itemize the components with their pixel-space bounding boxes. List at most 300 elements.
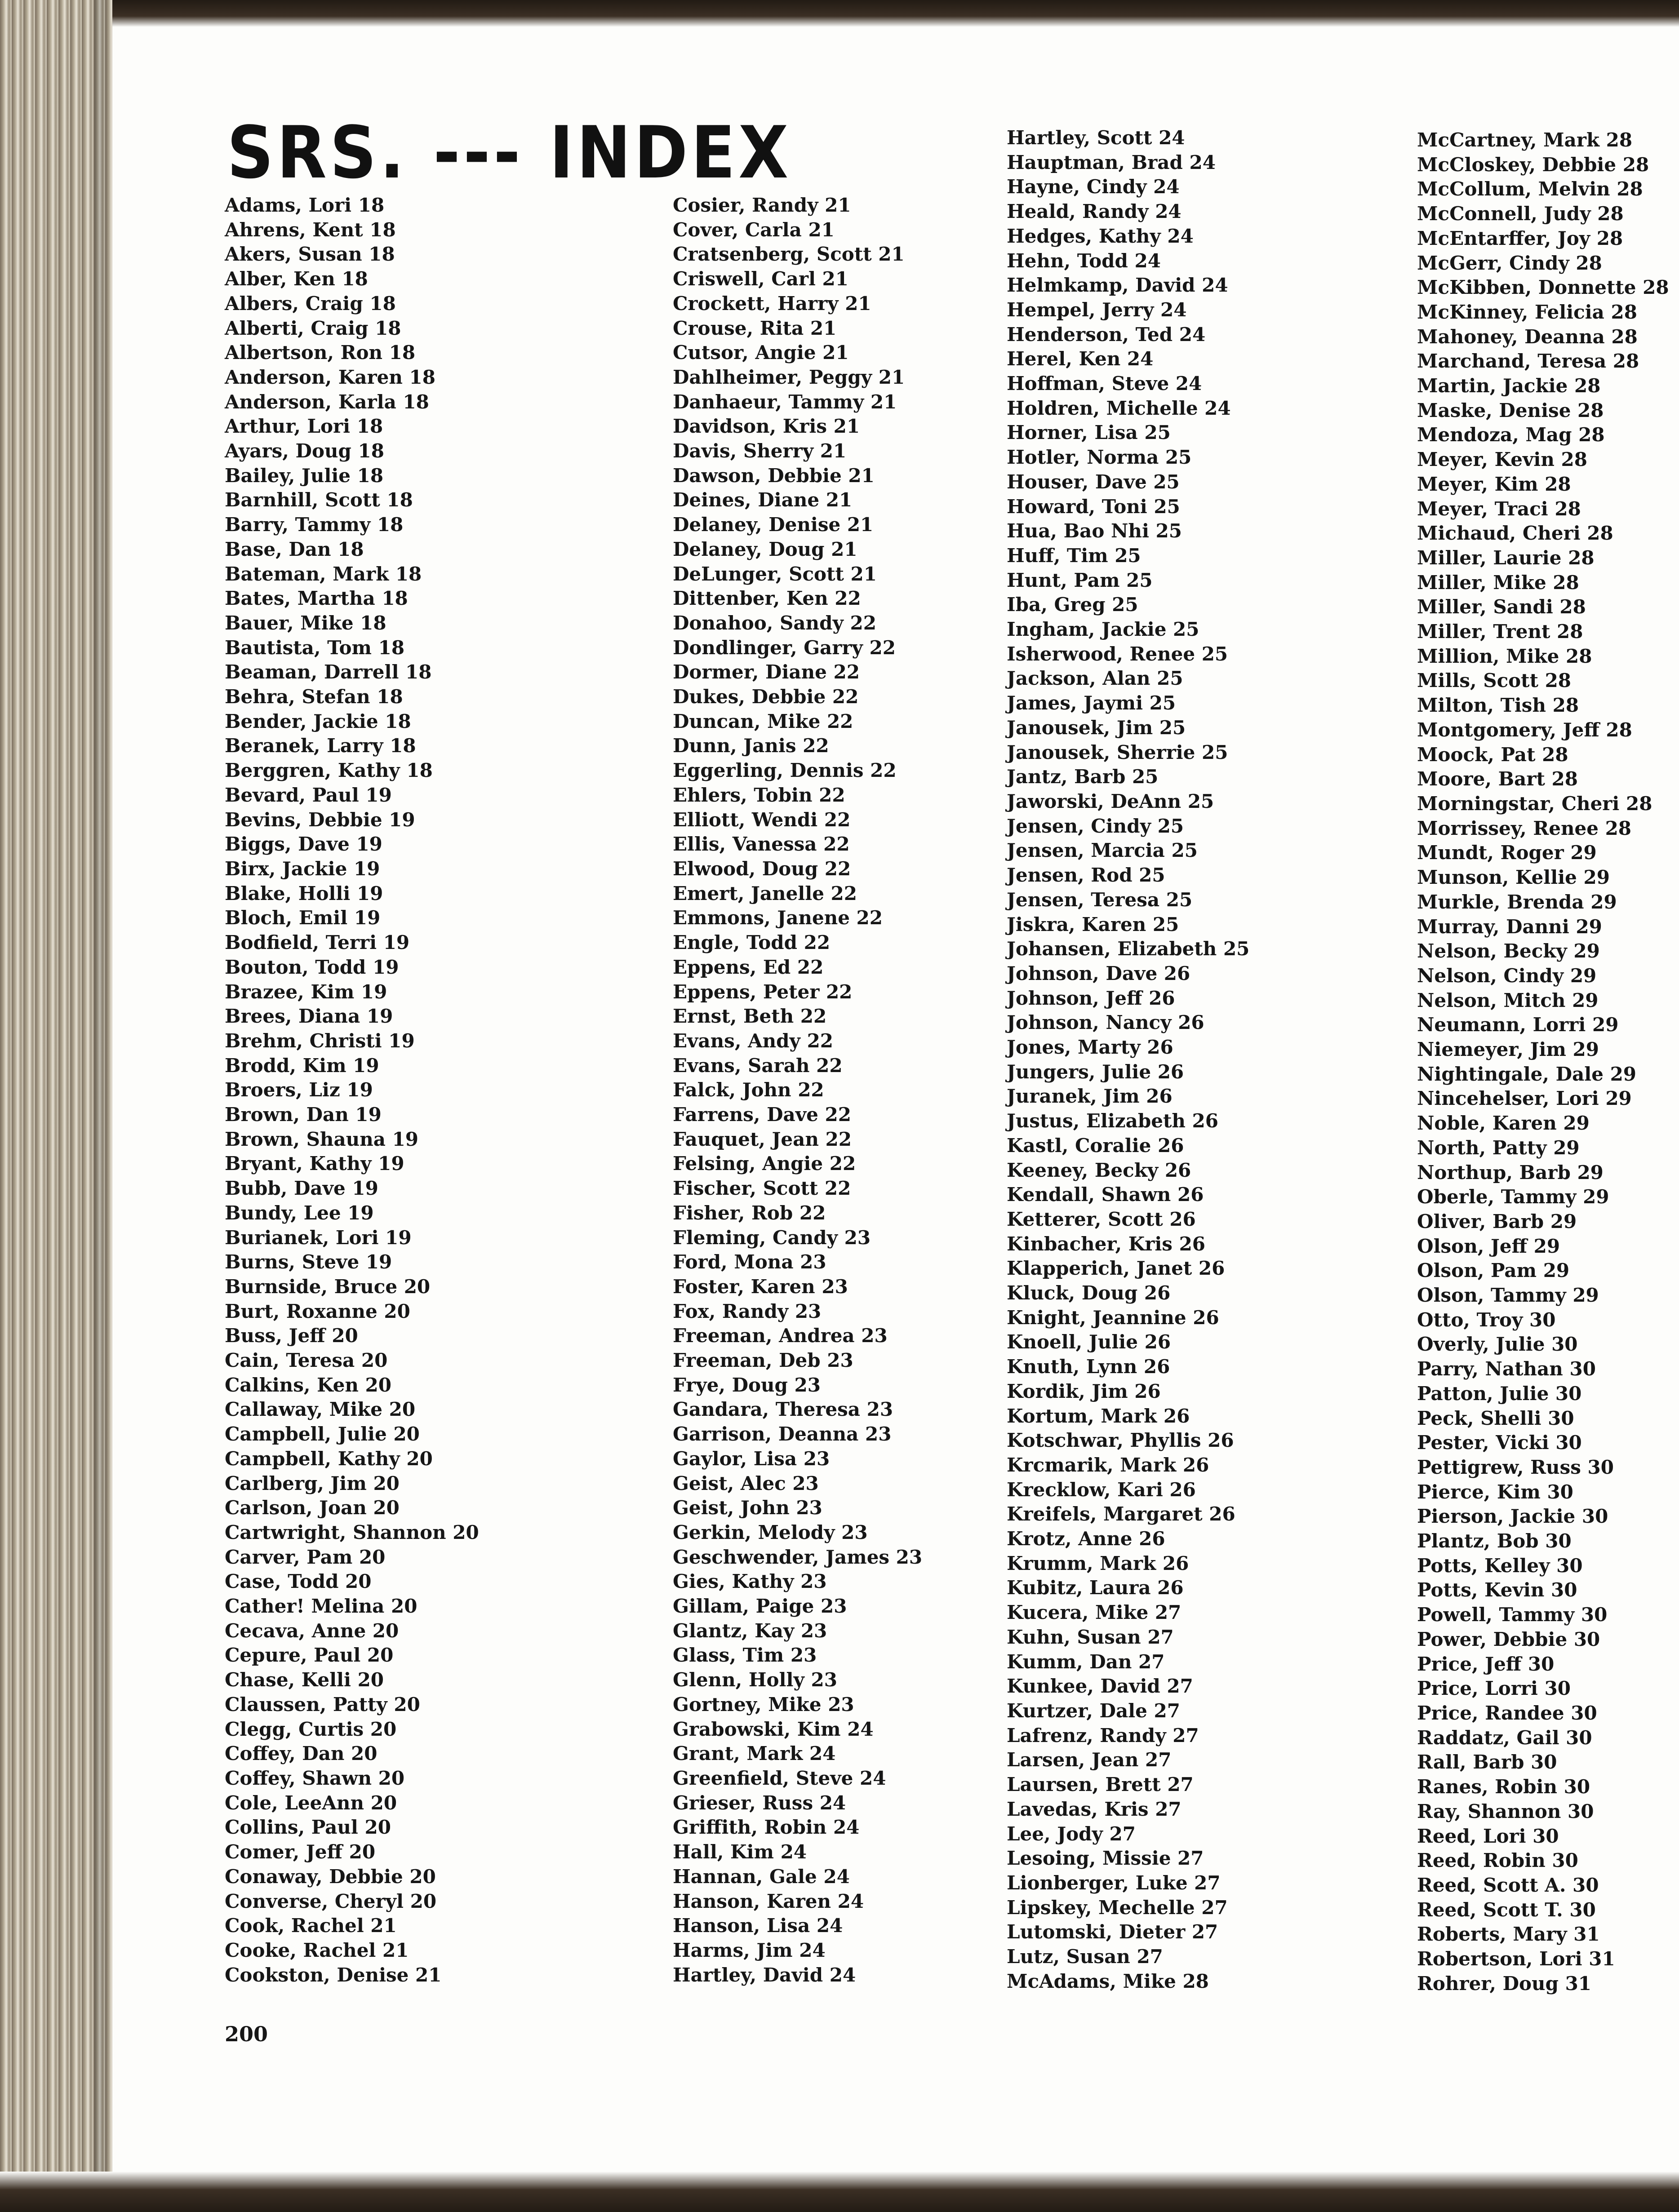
index-entry: Ahrens, Kent 18 [225, 218, 396, 241]
index-entry: Albers, Craig 18 [225, 292, 396, 315]
index-entry: Howard, Toni 25 [1007, 495, 1180, 518]
index-entry: Evans, Andy 22 [673, 1029, 834, 1052]
index-entry: Carlberg, Jim 20 [225, 1472, 400, 1494]
index-entry: Knuth, Lynn 26 [1007, 1356, 1170, 1378]
index-entry: Coffey, Dan 20 [225, 1742, 378, 1765]
index-entry: Nelson, Cindy 29 [1417, 964, 1597, 987]
index-entry: Claussen, Patty 20 [225, 1693, 420, 1716]
index-entry: Eggerling, Dennis 22 [673, 759, 897, 782]
index-entry: Cookston, Denise 21 [225, 1964, 442, 1986]
index-entry: Dukes, Debbie 22 [673, 686, 859, 708]
index-entry: Burns, Steve 19 [225, 1251, 392, 1273]
index-entry: Oliver, Barb 29 [1417, 1210, 1577, 1232]
index-entry: Elwood, Doug 22 [673, 857, 851, 880]
index-entry: Geschwender, James 23 [673, 1546, 923, 1568]
index-entry: Price, Randee 30 [1417, 1702, 1597, 1724]
index-entry: Pierson, Jackie 30 [1417, 1505, 1608, 1528]
index-entry: Meyer, Traci 28 [1417, 497, 1581, 520]
index-entry: Johnson, Nancy 26 [1007, 1011, 1204, 1034]
index-entry: Patton, Julie 30 [1417, 1382, 1582, 1405]
index-entry: Grant, Mark 24 [673, 1742, 836, 1765]
index-entry: Bateman, Mark 18 [225, 563, 422, 585]
index-entry: Miller, Mike 28 [1417, 571, 1579, 594]
index-entry: Anderson, Karen 18 [225, 366, 435, 388]
index-entry: Gandara, Theresa 23 [673, 1398, 893, 1421]
index-entry: Mendoza, Mag 28 [1417, 424, 1605, 446]
index-entry: Parry, Nathan 30 [1417, 1358, 1596, 1380]
index-entry: Beaman, Darrell 18 [225, 661, 432, 683]
index-entry: Lesoing, Missie 27 [1007, 1847, 1204, 1870]
index-entry: Campbell, Kathy 20 [225, 1447, 433, 1470]
index-entry: Hartley, Scott 24 [1007, 127, 1185, 149]
index-entry: Potts, Kelley 30 [1417, 1554, 1583, 1577]
index-entry: Power, Debbie 30 [1417, 1628, 1600, 1650]
index-entry: Kubitz, Laura 26 [1007, 1577, 1184, 1599]
index-entry: Cartwright, Shannon 20 [225, 1521, 479, 1543]
index-entry: Hua, Bao Nhi 25 [1007, 520, 1182, 542]
index-entry: Dittenber, Ken 22 [673, 587, 861, 610]
index-entry: Emmons, Janene 22 [673, 907, 883, 929]
index-entry: Buss, Jeff 20 [225, 1325, 358, 1347]
index-entry: Morningstar, Cheri 28 [1417, 792, 1652, 815]
index-entry: Case, Todd 20 [225, 1570, 372, 1593]
index-entry: Pierce, Kim 30 [1417, 1481, 1573, 1503]
index-entry: Bender, Jackie 18 [225, 710, 411, 732]
index-column-3 [1007, 126, 1249, 1994]
index-entry: Olson, Jeff 29 [1417, 1235, 1560, 1257]
index-entry: Grabowski, Kim 24 [673, 1718, 874, 1740]
index-entry: Brehm, Christi 19 [225, 1029, 415, 1052]
index-entry: Moore, Bart 28 [1417, 768, 1578, 790]
photo-edge-top [0, 0, 1679, 27]
index-entry: Robertson, Lori 31 [1417, 1948, 1615, 1970]
index-entry: Lafrenz, Randy 27 [1007, 1724, 1199, 1747]
index-entry: Kotschwar, Phyllis 26 [1007, 1429, 1234, 1452]
index-entry: Falck, John 22 [673, 1079, 824, 1101]
index-entry: Neumann, Lorri 29 [1417, 1014, 1619, 1036]
index-entry: Bubb, Dave 19 [225, 1177, 378, 1200]
index-entry: Brown, Shauna 19 [225, 1128, 419, 1150]
index-entry: Danhaeur, Tammy 21 [673, 390, 897, 413]
index-entry: Horner, Lisa 25 [1007, 421, 1171, 444]
index-entry: Keeney, Becky 26 [1007, 1159, 1191, 1181]
index-entry: Brown, Dan 19 [225, 1104, 382, 1126]
page-title: SRS. --- INDEX [227, 111, 792, 195]
index-entry: Dawson, Debbie 21 [673, 464, 875, 487]
index-entry: Ketterer, Scott 26 [1007, 1208, 1196, 1230]
index-entry: Kortum, Mark 26 [1007, 1405, 1190, 1427]
index-entry: Cole, LeeAnn 20 [225, 1791, 397, 1814]
index-entry: Adams, Lori 18 [225, 194, 385, 216]
index-entry: Kinbacher, Kris 26 [1007, 1232, 1206, 1255]
index-entry: Milton, Tish 28 [1417, 694, 1579, 717]
index-entry: Hedges, Kathy 24 [1007, 225, 1194, 247]
index-entry: Ellis, Vanessa 22 [673, 833, 850, 856]
index-entry: Ford, Mona 23 [673, 1251, 826, 1273]
index-entry: Krotz, Anne 26 [1007, 1528, 1165, 1550]
index-entry: Gortney, Mike 23 [673, 1693, 854, 1716]
index-entry: Reed, Scott A. 30 [1417, 1874, 1599, 1896]
index-entry: Beranek, Larry 18 [225, 735, 416, 757]
index-entry: Mundt, Roger 29 [1417, 842, 1597, 864]
index-entry: Carlson, Joan 20 [225, 1497, 400, 1519]
index-entry: Hempel, Jerry 24 [1007, 298, 1187, 321]
index-entry: Delaney, Denise 21 [673, 514, 874, 536]
index-entry: Janousek, Jim 25 [1007, 716, 1186, 739]
index-entry: Brazee, Kim 19 [225, 980, 387, 1003]
index-entry: Hauptman, Brad 24 [1007, 151, 1216, 173]
index-entry: Nelson, Becky 29 [1417, 940, 1600, 962]
index-entry: Niemeyer, Jim 29 [1417, 1038, 1599, 1061]
index-entry: Jensen, Rod 25 [1007, 864, 1165, 887]
index-entry: Anderson, Karla 18 [225, 390, 429, 413]
index-entry: Kucera, Mike 27 [1007, 1601, 1182, 1624]
index-entry: Jantz, Barb 25 [1007, 766, 1159, 788]
index-entry: Reed, Robin 30 [1417, 1849, 1578, 1872]
index-entry: Huff, Tim 25 [1007, 544, 1141, 567]
index-entry: Hall, Kim 24 [673, 1841, 807, 1863]
index-entry: Converse, Cheryl 20 [225, 1890, 437, 1912]
index-entry: Fisher, Rob 22 [673, 1201, 826, 1224]
index-entry: Broers, Liz 19 [225, 1079, 373, 1101]
index-entry: Marchand, Teresa 28 [1417, 350, 1639, 372]
index-entry: Justus, Elizabeth 26 [1007, 1110, 1218, 1132]
index-entry: Gillam, Paige 23 [673, 1595, 847, 1618]
index-entry: Carver, Pam 20 [225, 1546, 386, 1568]
index-entry: Burt, Roxanne 20 [225, 1300, 410, 1322]
index-entry: Fauquet, Jean 22 [673, 1128, 852, 1150]
index-entry: Bevins, Debbie 19 [225, 808, 415, 831]
index-entry: Eppens, Ed 22 [673, 956, 824, 978]
index-entry: Gerkin, Melody 23 [673, 1521, 868, 1543]
index-entry: Lionberger, Luke 27 [1007, 1871, 1221, 1894]
index-entry: Criswell, Carl 21 [673, 268, 848, 290]
index-entry: Hanson, Karen 24 [673, 1890, 864, 1912]
index-entry: Jaworski, DeAnn 25 [1007, 790, 1214, 812]
index-entry: Ayars, Doug 18 [225, 440, 384, 462]
index-entry: Behra, Stefan 18 [225, 686, 403, 708]
index-entry: Kumm, Dan 27 [1007, 1650, 1165, 1673]
index-entry: Powell, Tammy 30 [1417, 1604, 1608, 1626]
index-entry: Johansen, Elizabeth 25 [1007, 938, 1250, 960]
index-entry: Bautista, Tom 18 [225, 636, 405, 659]
index-entry: McEntarffer, Joy 28 [1417, 227, 1623, 249]
index-entry: McCollum, Melvin 28 [1417, 178, 1643, 200]
index-entry: Gaylor, Lisa 23 [673, 1447, 830, 1470]
index-entry: Heald, Randy 24 [1007, 200, 1182, 223]
index-entry: Calkins, Ken 20 [225, 1374, 391, 1396]
index-entry: Michaud, Cheri 28 [1417, 522, 1613, 545]
index-entry: Pettigrew, Russ 30 [1417, 1456, 1614, 1478]
index-entry: Price, Jeff 30 [1417, 1653, 1555, 1675]
index-entry: McConnell, Judy 28 [1417, 203, 1624, 225]
index-entry: Collins, Paul 20 [225, 1816, 391, 1839]
index-entry: Coffey, Shawn 20 [225, 1767, 405, 1789]
photo-edge-bottom [0, 2172, 1679, 2212]
index-entry: Kuhn, Susan 27 [1007, 1626, 1174, 1648]
index-entry: Burnside, Bruce 20 [225, 1275, 431, 1298]
index-entry: Laursen, Brett 27 [1007, 1773, 1194, 1796]
index-entry: Houser, Dave 25 [1007, 470, 1180, 493]
index-entry: Geist, Alec 23 [673, 1472, 819, 1494]
index-entry: Holdren, Michelle 24 [1007, 397, 1231, 419]
index-entry: McKinney, Felicia 28 [1417, 301, 1637, 323]
index-entry: Jensen, Cindy 25 [1007, 815, 1184, 837]
index-entry: Campbell, Julie 20 [225, 1423, 420, 1445]
index-entry: Garrison, Deanna 23 [673, 1423, 892, 1445]
index-entry: Davidson, Kris 21 [673, 415, 860, 438]
index-entry: Lipskey, Mechelle 27 [1007, 1896, 1228, 1919]
index-entry: Kordik, Jim 26 [1007, 1380, 1161, 1402]
index-column-2 [673, 193, 922, 1987]
index-entry: Callaway, Mike 20 [225, 1398, 416, 1421]
index-entry: Bundy, Lee 19 [225, 1201, 374, 1224]
index-entry: McGerr, Cindy 28 [1417, 252, 1602, 274]
index-entry: Cather! Melina 20 [225, 1595, 418, 1618]
index-entry: Barry, Tammy 18 [225, 514, 404, 536]
index-entry: Nincehelser, Lori 29 [1417, 1087, 1632, 1110]
index-entry: Ingham, Jackie 25 [1007, 618, 1199, 641]
index-entry: Henderson, Ted 24 [1007, 323, 1206, 346]
index-entry: Klapperich, Janet 26 [1007, 1257, 1225, 1280]
index-entry: Murkle, Brenda 29 [1417, 891, 1617, 913]
index-entry: Krumm, Mark 26 [1007, 1552, 1189, 1574]
index-entry: Dahlheimer, Peggy 21 [673, 366, 905, 388]
index-entry: Evans, Sarah 22 [673, 1054, 843, 1077]
index-entry: Farrens, Dave 22 [673, 1104, 851, 1126]
index-entry: Cepure, Paul 20 [225, 1644, 394, 1667]
index-entry: Felsing, Angie 22 [673, 1153, 856, 1175]
index-entry: Miller, Trent 28 [1417, 621, 1583, 643]
index-entry: Murray, Danni 29 [1417, 915, 1602, 938]
index-entry: Hehn, Todd 24 [1007, 249, 1161, 272]
index-entry: Hanson, Lisa 24 [673, 1915, 843, 1937]
index-entry: Kendall, Shawn 26 [1007, 1184, 1204, 1206]
index-entry: Hunt, Pam 25 [1007, 569, 1153, 591]
index-entry: Peck, Shelli 30 [1417, 1407, 1574, 1429]
index-entry: Lutz, Susan 27 [1007, 1946, 1163, 1968]
index-entry: Jensen, Teresa 25 [1007, 888, 1193, 911]
index-entry: Dormer, Diane 22 [673, 661, 860, 683]
index-entry: Moock, Pat 28 [1417, 743, 1568, 766]
index-entry: Hoffman, Steve 24 [1007, 372, 1202, 395]
index-entry: Duncan, Mike 22 [673, 710, 853, 732]
index-entry: Arthur, Lori 18 [225, 415, 383, 438]
index-entry: Johnson, Dave 26 [1007, 962, 1190, 984]
book-page-edges [0, 0, 112, 2212]
index-entry: Johnson, Jeff 26 [1007, 987, 1175, 1009]
index-entry: Jackson, Alan 25 [1007, 667, 1183, 690]
index-entry: Grieser, Russ 24 [673, 1791, 846, 1814]
index-entry: Davis, Sherry 21 [673, 440, 847, 462]
index-entry: Alber, Ken 18 [225, 268, 368, 290]
index-entry: Glass, Tim 23 [673, 1644, 817, 1667]
index-entry: Kunkee, David 27 [1007, 1675, 1193, 1698]
index-entry: Glenn, Holly 23 [673, 1669, 837, 1691]
index-entry: Lutomski, Dieter 27 [1007, 1921, 1218, 1943]
index-entry: Blake, Holli 19 [225, 882, 383, 904]
index-entry: Olson, Tammy 29 [1417, 1284, 1599, 1307]
index-entry: Bevard, Paul 19 [225, 784, 392, 806]
page-number: 200 [225, 2022, 268, 2046]
index-entry: Alberti, Craig 18 [225, 317, 401, 339]
index-entry: Otto, Troy 30 [1417, 1308, 1556, 1331]
index-column-1 [225, 193, 479, 1987]
index-entry: Geist, John 23 [673, 1497, 822, 1519]
index-entry: Miller, Laurie 28 [1417, 546, 1595, 569]
index-entry: Fischer, Scott 22 [673, 1177, 851, 1200]
index-entry: Helmkamp, David 24 [1007, 274, 1228, 297]
index-entry: Plantz, Bob 30 [1417, 1530, 1572, 1552]
index-entry: Kastl, Coralie 26 [1007, 1134, 1184, 1157]
index-entry: Larsen, Jean 27 [1007, 1749, 1172, 1771]
index-entry: Bryant, Kathy 19 [225, 1153, 404, 1175]
index-entry: Fleming, Candy 23 [673, 1226, 871, 1249]
index-entry: Burianek, Lori 19 [225, 1226, 412, 1249]
index-entry: Ehlers, Tobin 22 [673, 784, 845, 806]
index-entry: Glantz, Kay 23 [673, 1619, 827, 1642]
index-entry: Cain, Teresa 20 [225, 1349, 388, 1372]
index-entry: Cratsenberg, Scott 21 [673, 243, 905, 266]
index-entry: Biggs, Dave 19 [225, 833, 382, 856]
index-entry: Bodfield, Terri 19 [225, 931, 410, 954]
index-entry: Frye, Doug 23 [673, 1374, 821, 1396]
index-entry: Isherwood, Renee 25 [1007, 643, 1228, 665]
index-entry: Foster, Karen 23 [673, 1275, 848, 1298]
index-entry: Bates, Martha 18 [225, 587, 408, 610]
index-entry: Reed, Scott T. 30 [1417, 1898, 1596, 1921]
index-entry: Rall, Barb 30 [1417, 1751, 1557, 1773]
index-entry: Hayne, Cindy 24 [1007, 176, 1180, 198]
index-entry: Miller, Sandi 28 [1417, 596, 1586, 618]
index-entry: Nightingale, Dale 29 [1417, 1063, 1637, 1085]
index-entry: Bailey, Julie 18 [225, 464, 384, 487]
index-entry: Lee, Jody 27 [1007, 1822, 1136, 1845]
index-entry: Cook, Rachel 21 [225, 1915, 397, 1937]
index-entry: Hartley, David 24 [673, 1964, 856, 1986]
index-entry: Oberle, Tammy 29 [1417, 1186, 1609, 1208]
index-entry: Raddatz, Gail 30 [1417, 1726, 1592, 1749]
index-entry: Dondlinger, Garry 22 [673, 636, 896, 659]
index-entry: Brodd, Kim 19 [225, 1054, 379, 1077]
index-entry: Price, Lorri 30 [1417, 1677, 1571, 1700]
index-entry: Potts, Kevin 30 [1417, 1579, 1577, 1601]
index-entry: Cover, Carla 21 [673, 218, 835, 241]
index-entry: Birx, Jackie 19 [225, 857, 380, 880]
index-entry: Bloch, Emil 19 [225, 907, 381, 929]
index-entry: Bauer, Mike 18 [225, 612, 386, 634]
index-entry: Maske, Denise 28 [1417, 399, 1604, 421]
index-entry: Freeman, Deb 23 [673, 1349, 853, 1372]
index-entry: North, Patty 29 [1417, 1136, 1580, 1159]
index-entry: Hannan, Gale 24 [673, 1865, 850, 1888]
index-entry: Greenfield, Steve 24 [673, 1767, 886, 1789]
index-entry: Jiskra, Karen 25 [1007, 913, 1179, 935]
index-entry: Rohrer, Doug 31 [1417, 1972, 1592, 1995]
index-entry: Meyer, Kim 28 [1417, 473, 1571, 495]
index-entry: Ray, Shannon 30 [1417, 1800, 1594, 1822]
index-entry: Overly, Julie 30 [1417, 1333, 1578, 1356]
index-entry: DeLunger, Scott 21 [673, 563, 877, 585]
index-entry: McCartney, Mark 28 [1417, 129, 1633, 151]
index-entry: Olson, Pam 29 [1417, 1259, 1570, 1282]
index-entry: Berggren, Kathy 18 [225, 759, 433, 782]
index-entry: Janousek, Sherrie 25 [1007, 741, 1228, 763]
index-entry: Kurtzer, Dale 27 [1007, 1700, 1180, 1722]
index-entry: Cosier, Randy 21 [673, 194, 851, 216]
index-entry: Jones, Marty 26 [1007, 1036, 1173, 1059]
index-entry: Kreifels, Margaret 26 [1007, 1503, 1235, 1525]
index-entry: Gies, Kathy 23 [673, 1570, 827, 1593]
index-entry: McKibben, Donnette 28 [1417, 276, 1669, 299]
index-entry: Northup, Barb 29 [1417, 1161, 1603, 1184]
index-entry: Noble, Karen 29 [1417, 1112, 1590, 1135]
index-entry: Barnhill, Scott 18 [225, 489, 413, 511]
index-entry: Ernst, Beth 22 [673, 1005, 827, 1028]
index-entry: Krecklow, Kari 26 [1007, 1478, 1196, 1501]
index-entry: Delaney, Doug 21 [673, 538, 857, 560]
index-entry: Herel, Ken 24 [1007, 348, 1154, 370]
index-entry: Conaway, Debbie 20 [225, 1865, 436, 1888]
index-entry: Reed, Lori 30 [1417, 1825, 1559, 1847]
index-entry: Cutsor, Angie 21 [673, 341, 849, 364]
index-entry: Roberts, Mary 31 [1417, 1923, 1600, 1946]
index-entry: Million, Mike 28 [1417, 645, 1592, 667]
index-entry: Iba, Greg 25 [1007, 594, 1138, 616]
index-entry: Griffith, Robin 24 [673, 1816, 860, 1839]
index-entry: Emert, Janelle 22 [673, 882, 857, 904]
index-entry: Mahoney, Deanna 28 [1417, 325, 1638, 348]
index-entry: Cooke, Rachel 21 [225, 1939, 409, 1961]
index-entry: Eppens, Peter 22 [673, 980, 853, 1003]
index-entry: Crouse, Rita 21 [673, 317, 837, 339]
index-entry: McAdams, Mike 28 [1007, 1970, 1209, 1992]
index-entry: Cecava, Anne 20 [225, 1619, 399, 1642]
index-entry: James, Jaymi 25 [1007, 692, 1176, 714]
index-entry: Albertson, Ron 18 [225, 341, 416, 364]
index-entry: Nelson, Mitch 29 [1417, 989, 1599, 1011]
index-entry: Chase, Kelli 20 [225, 1669, 384, 1691]
index-entry: Morrissey, Renee 28 [1417, 817, 1632, 839]
index-entry: Deines, Diane 21 [673, 489, 853, 511]
index-entry: Brees, Diana 19 [225, 1005, 393, 1028]
index-entry: Knight, Jeannine 26 [1007, 1306, 1219, 1329]
index-entry: Freeman, Andrea 23 [673, 1325, 888, 1347]
index-entry: Harms, Jim 24 [673, 1939, 826, 1961]
index-entry: Donahoo, Sandy 22 [673, 612, 876, 634]
index-entry: Krcmarik, Mark 26 [1007, 1454, 1209, 1476]
index-entry: Martin, Jackie 28 [1417, 375, 1601, 397]
index-entry: Munson, Kellie 29 [1417, 866, 1610, 889]
index-entry: Kluck, Doug 26 [1007, 1282, 1171, 1304]
index-entry: Akers, Susan 18 [225, 243, 395, 266]
index-entry: Jungers, Julie 26 [1007, 1060, 1184, 1083]
index-entry: Dunn, Janis 22 [673, 735, 829, 757]
index-entry: Pester, Vicki 30 [1417, 1432, 1582, 1454]
index-entry: Ranes, Robin 30 [1417, 1776, 1590, 1798]
index-entry: Bouton, Todd 19 [225, 956, 399, 978]
index-entry: Meyer, Kevin 28 [1417, 448, 1587, 471]
index-entry: Juranek, Jim 26 [1007, 1085, 1173, 1108]
index-entry: Hotler, Norma 25 [1007, 446, 1192, 469]
index-entry: Mills, Scott 28 [1417, 669, 1572, 692]
index-entry: Elliott, Wendi 22 [673, 808, 851, 831]
index-entry: Knoell, Julie 26 [1007, 1331, 1171, 1353]
index-entry: Engle, Todd 22 [673, 931, 831, 954]
index-entry: Base, Dan 18 [225, 538, 364, 560]
index-entry: Crockett, Harry 21 [673, 292, 871, 315]
index-entry: Jensen, Marcia 25 [1007, 839, 1198, 862]
